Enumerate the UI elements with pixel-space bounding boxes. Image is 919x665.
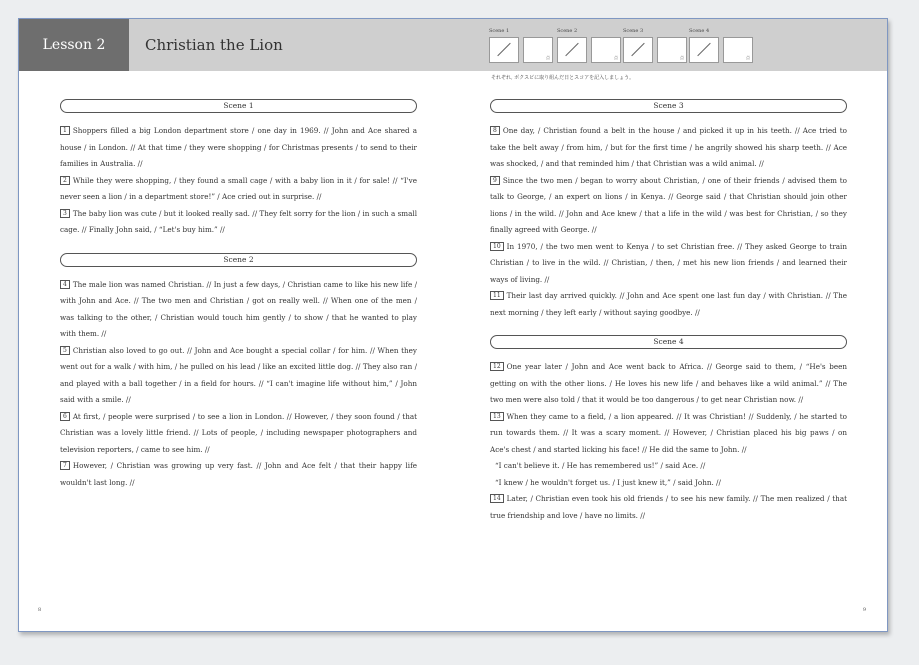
- story-paragraph: [490, 458, 847, 475]
- date-box[interactable]: [489, 37, 519, 63]
- paragraph-number: 11: [490, 291, 504, 300]
- paragraph-number: 13: [490, 412, 504, 421]
- page-number-right: 9: [862, 607, 866, 613]
- paragraph-number: 8: [490, 126, 500, 135]
- scene-heading: Scene 4: [490, 335, 847, 349]
- scene-heading: Scene 3: [490, 99, 847, 113]
- paragraph-text: Christian also loved to go out. // John and Ace bought a special collar / for him. // When they went out for a walk / with him, / he pulled on his lead / like an excited little dog. // They also ran / and played with a ball together / in a field for hours. // “I can't imagine life without him,” / John said with a smile. //: [60, 345, 417, 404]
- score-box[interactable]: 点: [591, 37, 621, 63]
- score-box[interactable]: 点: [523, 37, 553, 63]
- paragraph-number: 12: [490, 362, 504, 371]
- story-paragraph: [490, 288, 847, 321]
- paragraph-number: 14: [490, 494, 504, 503]
- scene-record-label: Scene 2: [557, 28, 578, 34]
- paragraph-text: In 1970, / the two men went to Kenya / to set Christian free. // They asked George to train Christian / to live in the wild. // Christian, / then, / met his new lion friends / and learned their ways of living. //: [490, 241, 847, 284]
- paragraph-number: 4: [60, 280, 70, 289]
- paragraph-text: Since the two men / began to worry about Christian, / one of their friends / advised them to talk to George, / an expert on lions / in Kenya. // George said / that Christian should join other lions / in the wild. // John and Ace knew / that a life in the wild / was best for Christian, / so they finally agreed with George. //: [490, 175, 847, 234]
- record-instruction: それぞれ, ボクスピに取り組んだ日とスコアを記入しましょう。: [491, 75, 635, 81]
- story-paragraph: [60, 277, 417, 343]
- paragraph-text: The baby lion was cute / but it looked really sad. // They felt sorry for the lion / in such a small cage. // Finally John said, / “Let's buy him.” //: [60, 208, 417, 234]
- scene-record-label: Scene 4: [689, 28, 710, 34]
- story-paragraph: [60, 409, 417, 459]
- paragraph-text: “I can't believe it. / He has remembered us!” / said Ace. //: [495, 461, 706, 470]
- paragraph-text: At first, / people were surprised / to see a lion in London. // However, / they soon found / that Christian was a lovely little friend. // Lots of people, / including newspaper photographers and television reporters, / came to see him. //: [60, 411, 417, 454]
- paragraph-text: When they came to a field, / a lion appeared. // It was Christian! // Suddenly, / he started to run towards them. // It was a scary moment. // However, / Christian placed his big paws / on Ace's chest / and started licking his face! // He did the same to John. //: [490, 411, 847, 454]
- story-paragraph: [490, 409, 847, 459]
- scene-record-4: [689, 27, 755, 63]
- scene-heading: Scene 2: [60, 253, 417, 267]
- story-paragraph: [490, 173, 847, 239]
- paragraph-number: 6: [60, 412, 70, 421]
- page-number-left: 8: [38, 607, 42, 613]
- story-paragraph: [60, 206, 417, 239]
- score-box[interactable]: 点: [657, 37, 687, 63]
- paragraph-number: 1: [60, 126, 70, 135]
- date-box[interactable]: [689, 37, 719, 63]
- book-spread: [18, 18, 888, 632]
- paragraph-text: One day, / Christian found a belt in the house / and picked it up in his teeth. // Ace tried to take the belt away / from him, / but for the first time / he angrily showed his sharp teeth. // Ace was shocked, / and that reminded him / that Christian was a wild animal. //: [490, 126, 847, 168]
- paragraph-text: Their last day arrived quickly. // John and Ace spent one last fun day / with Christian. // The next morning / they left early / without saying goodbye. //: [490, 291, 847, 317]
- story-paragraph: [60, 458, 417, 491]
- lesson-title: Christian the Lion: [145, 36, 283, 54]
- date-box[interactable]: [623, 37, 653, 63]
- scene-record-2: [557, 27, 623, 63]
- paragraph-number: 3: [60, 209, 70, 218]
- story-paragraph: [60, 173, 417, 206]
- paragraph-text: Later, / Christian even took his old friends / to see his new family. // The men realized / that true friendship and love / have no limits. //: [490, 494, 847, 520]
- scene-record-1: [489, 27, 555, 63]
- right-page-text: [490, 99, 847, 524]
- paragraph-text: Shoppers filled a big London department store / one day in 1969. // John and Ace shared a house / in London. // At that time / they were shopping / for Christmas presents / to send to their families in Australia. //: [60, 126, 417, 168]
- score-box[interactable]: 点: [723, 37, 753, 63]
- paragraph-text: The male lion was named Christian. // In just a few days, / Christian came to like his new life / with John and Ace. // The two men and Christian / got on really well. // When one of the men / was talking to the other, / Christian would touch him gently / to show / that he wanted to play with them. //: [60, 279, 417, 338]
- story-paragraph: [60, 123, 417, 173]
- story-paragraph: [490, 359, 847, 409]
- story-paragraph: [490, 239, 847, 289]
- date-box[interactable]: [557, 37, 587, 63]
- lesson-label: Lesson 2: [19, 19, 129, 71]
- paragraph-number: 5: [60, 346, 70, 355]
- scene-heading: Scene 1: [60, 99, 417, 113]
- story-paragraph: [60, 343, 417, 409]
- story-paragraph: [490, 475, 847, 492]
- paragraph-number: 9: [490, 176, 500, 185]
- paragraph-text: However, / Christian was growing up very fast. // John and Ace felt / that their happy life wouldn't last long. //: [60, 461, 417, 487]
- paragraph-text: One year later / John and Ace went back to Africa. // George said to them, / “He's been getting on with the other lions. / He loves his new life / and behaves like a wild animal.” // The two men were also told / that it would be too dangerous / to get near Christian now. //: [490, 362, 847, 404]
- lesson-header: [19, 19, 887, 71]
- paragraph-number: 7: [60, 461, 70, 470]
- left-page-text: [60, 99, 417, 491]
- paragraph-text: “I knew / he wouldn't forget us. / I just knew it,” / said John. //: [495, 477, 721, 487]
- scene-record-3: [623, 27, 689, 63]
- scene-record-label: Scene 1: [489, 28, 510, 34]
- story-paragraph: [490, 491, 847, 524]
- paragraph-number: 10: [490, 242, 504, 251]
- story-paragraph: [490, 123, 847, 173]
- paragraph-text: While they were shopping, / they found a small cage / with a baby lion in it / for sale! // “I've never seen a lion / in a department store!” / Ace cried out in surprise. //: [60, 175, 417, 201]
- paragraph-number: 2: [60, 176, 70, 185]
- scene-record-label: Scene 3: [623, 28, 644, 34]
